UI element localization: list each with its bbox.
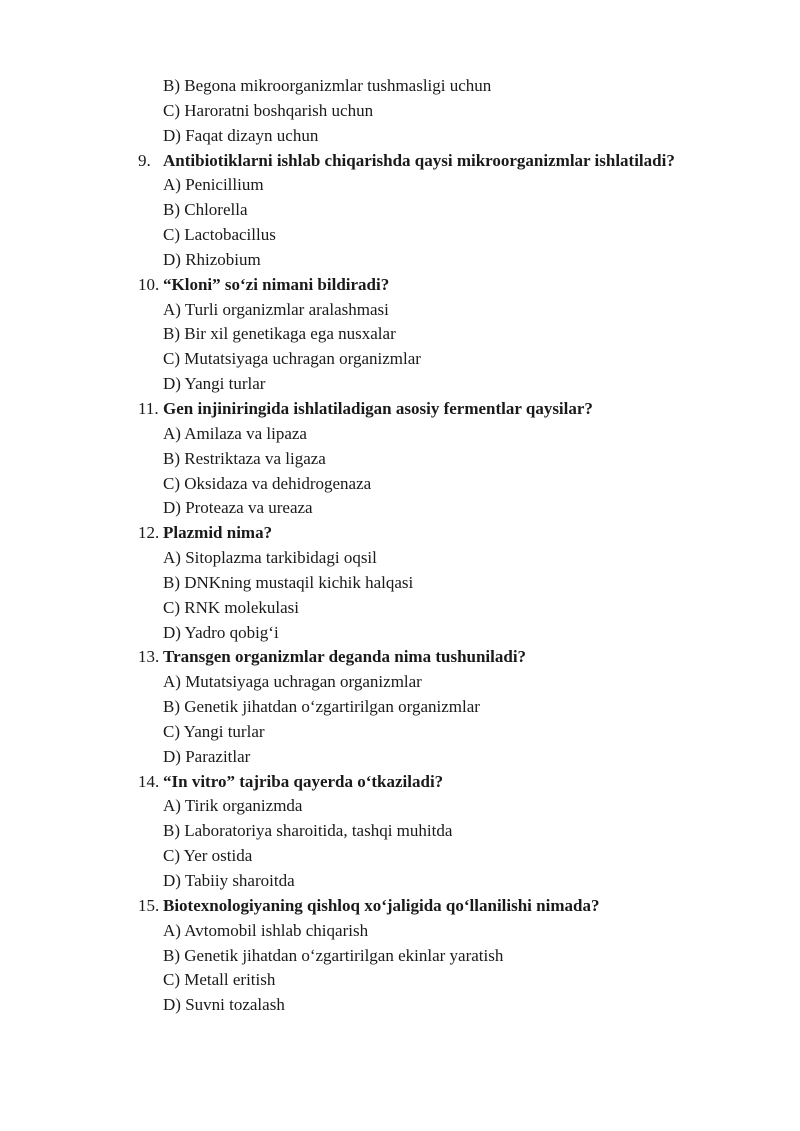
answer-option: D) Parazitlar: [163, 746, 251, 766]
answer-option: C) RNK molekulasi: [163, 597, 299, 617]
question-heading: [0, 397, 800, 422]
answer-option: B) Chlorella: [163, 200, 248, 220]
question-number: 9.: [138, 150, 151, 170]
question-block: [0, 397, 800, 521]
question-text: “Kloni” so‘zi nimani bildiradi?: [163, 274, 390, 294]
question-heading: [0, 521, 800, 546]
answer-option: D) Yadro qobig‘i: [163, 622, 279, 642]
question-number: 15.: [138, 895, 160, 915]
answer-option: C) Mutatsiyaga uchragan organizmlar: [163, 349, 421, 369]
answer-option: A) Amilaza va lipaza: [163, 423, 307, 443]
answer-option: B) Begona mikroorganizmlar tushmasligi uchun: [163, 76, 492, 95]
continuation-options: [0, 74, 800, 149]
answer-option: C) Metall eritish: [163, 970, 276, 990]
document-page: [0, 74, 800, 1018]
question-heading: [0, 770, 800, 795]
question-block: [0, 770, 800, 894]
question-number: 11.: [138, 398, 159, 418]
answer-option: B) DNKning mustaqil kichik halqasi: [163, 572, 414, 592]
answer-option: D) Yangi turlar: [163, 374, 266, 394]
question-text: “In vitro” tajriba qayerda o‘tkaziladi?: [163, 771, 444, 791]
answer-option: A) Turli organizmlar aralashmasi: [163, 299, 389, 319]
question-heading: [0, 273, 800, 298]
question-block: [0, 521, 800, 645]
question-number: 14.: [138, 771, 160, 791]
question-number: 13.: [138, 647, 160, 667]
answer-option: A) Mutatsiyaga uchragan organizmlar: [163, 672, 422, 692]
answer-option: D) Faqat dizayn uchun: [163, 125, 319, 145]
answer-option: B) Genetik jihatdan o‘zgartirilgan ekinlar yaratish: [163, 945, 504, 965]
question-text: Biotexnologiyaning qishloq xo‘jaligida qo‘llanilishi nimada?: [163, 895, 600, 915]
question-block: [0, 273, 800, 397]
question-number: 10.: [138, 274, 160, 294]
answer-option: D) Suvni tozalash: [163, 995, 285, 1015]
answer-option: C) Lactobacillus: [163, 225, 276, 245]
question-text: Plazmid nima?: [163, 523, 273, 543]
answer-option: C) Haroratni boshqarish uchun: [163, 100, 374, 120]
answer-option: B) Laboratoriya sharoitida, tashqi muhitda: [163, 821, 453, 841]
question-heading: [0, 149, 800, 174]
question-block: [0, 149, 800, 273]
answer-option: D) Tabiiy sharoitda: [163, 871, 295, 890]
answer-option: A) Avtomobil ishlab chiqarish: [163, 920, 369, 940]
question-heading: [0, 894, 800, 919]
answer-option: C) Yangi turlar: [163, 721, 265, 741]
question-number: 12.: [138, 523, 160, 543]
answer-option: D) Rhizobium: [163, 249, 261, 269]
answer-option: A) Penicillium: [163, 175, 264, 195]
answer-option: C) Yer ostida: [163, 846, 253, 866]
question-text: Antibiotiklarni ishlab chiqarishda qaysi mikroorganizmlar ishlatiladi?: [163, 150, 675, 170]
answer-option: A) Tirik organizmda: [163, 796, 303, 816]
answer-option: C) Oksidaza va dehidrogenaza: [163, 473, 372, 493]
answer-option: D) Proteaza va ureaza: [163, 498, 313, 518]
question-text: Transgen organizmlar deganda nima tushuniladi?: [163, 647, 527, 667]
question-block: [0, 645, 800, 769]
answer-option: B) Bir xil genetikaga ega nusxalar: [163, 324, 396, 344]
question-heading: [0, 645, 800, 670]
answer-option: A) Sitoplazma tarkibidagi oqsil: [163, 548, 377, 568]
question-block: [0, 894, 800, 1018]
answer-option: B) Restriktaza va ligaza: [163, 448, 326, 468]
answer-option: B) Genetik jihatdan o‘zgartirilgan organizmlar: [163, 697, 480, 717]
question-text: Gen injiniringida ishlatiladigan asosiy fermentlar qaysilar?: [163, 398, 593, 418]
